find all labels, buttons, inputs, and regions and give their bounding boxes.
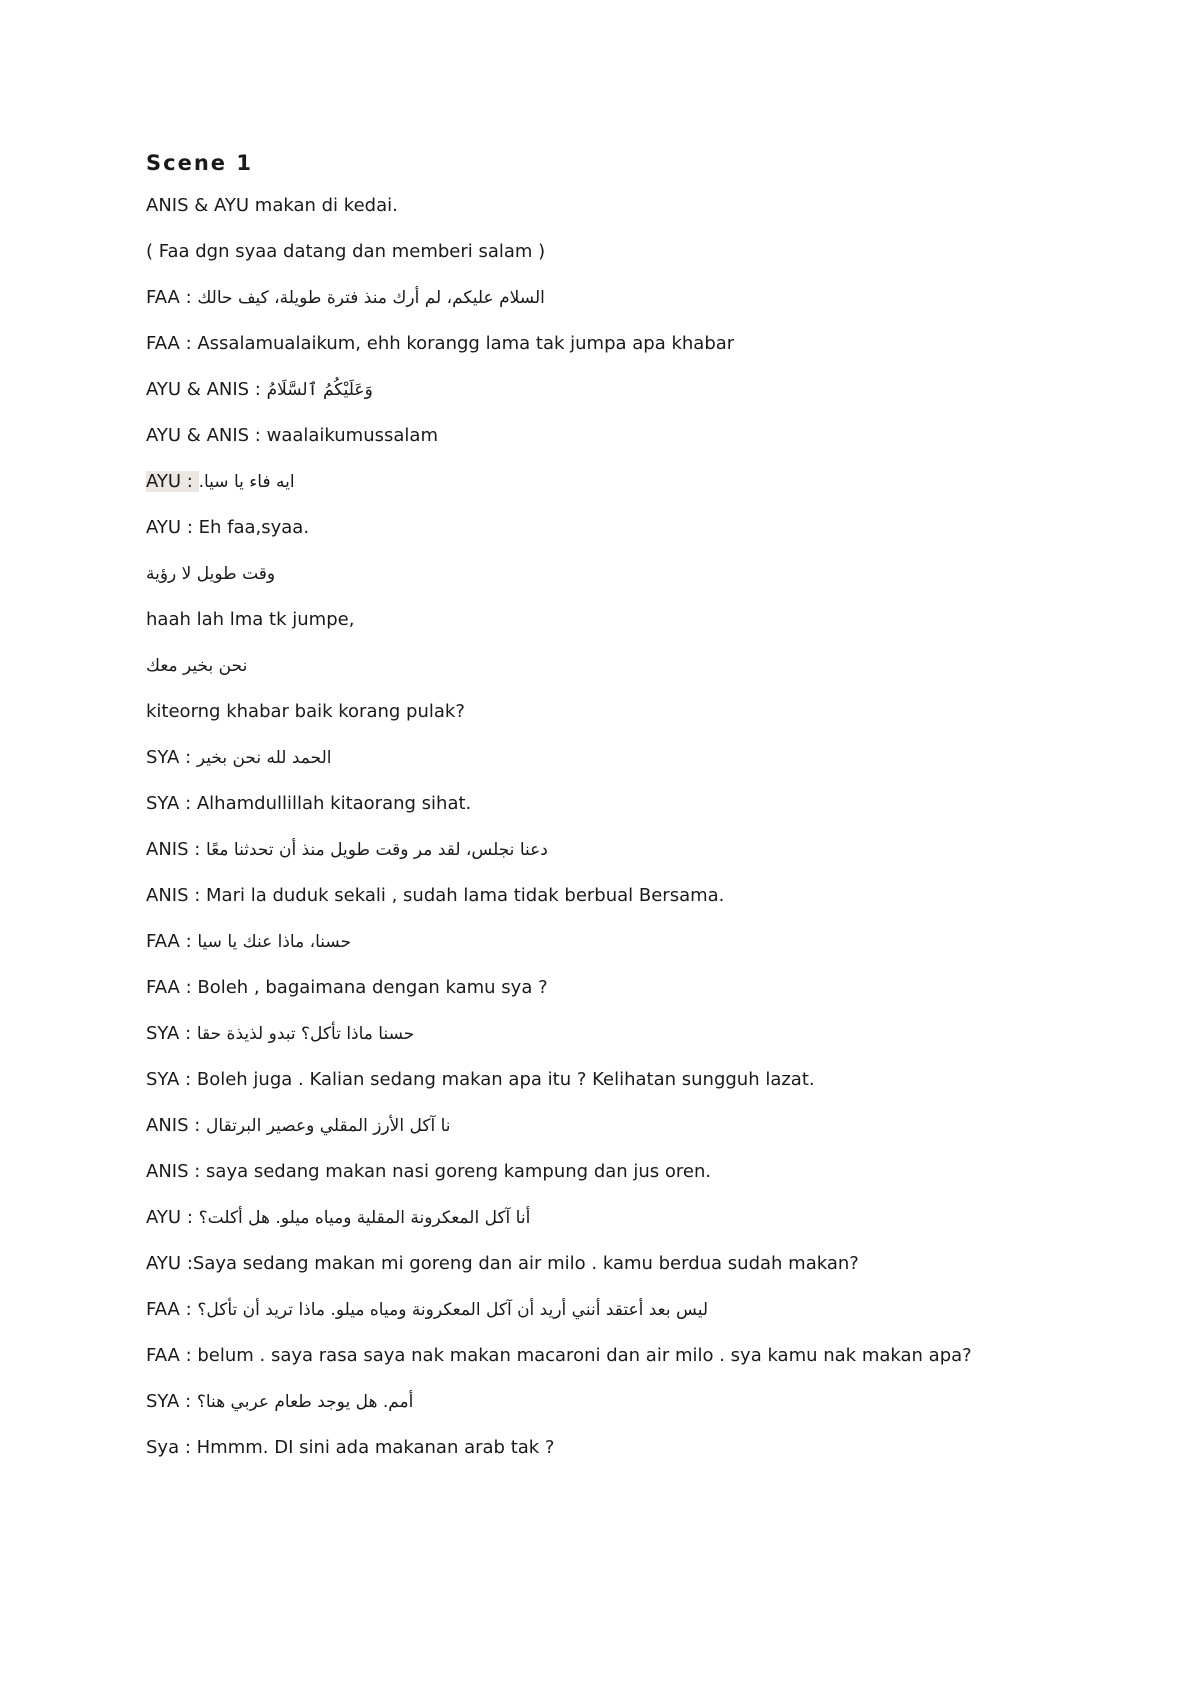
speaker-separator: : (181, 1207, 199, 1228)
speaker-name: SYA (146, 1023, 180, 1044)
dialogue-line (146, 330, 1146, 376)
speaker-name: SYA (146, 747, 180, 768)
malay-text: Boleh , bagaimana dengan kamu sya ? (197, 977, 548, 998)
malay-text: saya sedang makan nasi goreng kampung dan jus oren. (206, 1161, 712, 1182)
speaker-separator: : (179, 1299, 198, 1320)
malay-text: Mari la duduk sekali , sudah lama tidak berbual Bersama. (206, 885, 725, 906)
malay-text: kiteorng khabar baik korang pulak? (146, 701, 465, 722)
speaker-name: SYA (146, 1069, 180, 1090)
speaker-name: AYU (146, 1253, 182, 1274)
malay-text: haah lah lma tk jumpe, (146, 609, 355, 630)
speaker-separator: : (188, 885, 207, 906)
dialogue-line (146, 1434, 1146, 1480)
arabic-text: حسنا ماذا تأكل؟ تبدو لذيذة حقا (196, 1024, 415, 1044)
dialogue-line (146, 284, 1146, 330)
dialogue-line (146, 836, 1146, 882)
dialogue-line (146, 1158, 1146, 1204)
speaker-name: SYA (146, 793, 180, 814)
speaker-name: ANIS (146, 1161, 189, 1182)
speaker-separator: : (188, 1161, 207, 1182)
dialogue-line (146, 882, 1146, 928)
dialogue-line (146, 744, 1146, 790)
speaker-separator: : (179, 287, 198, 308)
document-page (146, 148, 1146, 1480)
speaker-name: AYU (146, 1207, 182, 1228)
dialogue-line (146, 928, 1146, 974)
speaker-separator: : (179, 793, 197, 814)
dialogue-list (146, 192, 1146, 1480)
dialogue-line (146, 1020, 1146, 1066)
arabic-text: ليس بعد أعتقد أنني أريد أن آكل المعكرونة ومياه ميلو. ماذا تريد أن تأكل؟ (197, 1300, 708, 1320)
speaker-separator: : (249, 425, 267, 446)
speaker-name: ANIS (146, 885, 189, 906)
dialogue-line (146, 1250, 1146, 1296)
scene-title: Scene 1 (146, 151, 253, 175)
dialogue-line (146, 1342, 1146, 1388)
malay-text: Alhamdullillah kitaorang sihat. (196, 793, 472, 814)
dialogue-line (146, 1112, 1146, 1158)
arabic-text: أنا آكل المعكرونة المقلية ومياه ميلو. هل أكلت؟ (198, 1208, 531, 1228)
dialogue-line (146, 1066, 1146, 1112)
dialogue-line (146, 376, 1146, 422)
dialogue-line (146, 652, 1146, 698)
speaker-name: FAA (146, 931, 180, 952)
malay-text: ( Faa dgn syaa datang dan memberi salam ) (146, 241, 546, 262)
dialogue-line (146, 698, 1146, 744)
malay-text: ANIS & AYU makan di kedai. (146, 195, 398, 216)
speaker-separator: : (179, 1391, 197, 1412)
malay-text: Hmmm. DI sini ada makanan arab tak ? (196, 1437, 555, 1458)
speaker-separator: : (179, 977, 198, 998)
speaker-name: AYU & ANIS (146, 379, 250, 400)
dialogue-line (146, 790, 1146, 836)
malay-text: belum . saya rasa saya nak makan macaroni dan air milo . sya kamu nak makan apa? (197, 1345, 972, 1366)
dialogue-line (146, 422, 1146, 468)
arabic-text: أمم. هل يوجد طعام عربي هنا؟ (196, 1392, 414, 1412)
arabic-text: ايه فاء يا سيا. (198, 472, 295, 492)
speaker-name: FAA (146, 1299, 180, 1320)
speaker-separator: : (249, 379, 267, 400)
dialogue-line (146, 238, 1146, 284)
dialogue-line (146, 468, 1146, 514)
arabic-text: وَعَلَيْكُمُ ٱلسَّلَامُ (266, 380, 373, 400)
speaker-separator: : (179, 333, 198, 354)
speaker-name: AYU : (146, 471, 199, 492)
malay-text: waalaikumussalam (266, 425, 438, 446)
dialogue-line (146, 560, 1146, 606)
speaker-separator: : (179, 1345, 198, 1366)
dialogue-line (146, 192, 1146, 238)
dialogue-line (146, 1388, 1146, 1434)
dialogue-line (146, 1296, 1146, 1342)
dialogue-line (146, 606, 1146, 652)
arabic-text: نا آكل الأرز المقلي وعصير البرتقال (206, 1116, 451, 1136)
speaker-name: ANIS (146, 1115, 189, 1136)
speaker-name: AYU (146, 517, 182, 538)
dialogue-line (146, 974, 1146, 1020)
speaker-separator: : (179, 1437, 197, 1458)
speaker-name: SYA (146, 1391, 180, 1412)
speaker-separator: : (181, 1253, 193, 1274)
speaker-name: FAA (146, 333, 180, 354)
speaker-separator: : (188, 1115, 207, 1136)
arabic-text: السلام عليكم، لم أرك منذ فترة طويلة، كيف حالك (197, 288, 545, 308)
malay-text: Saya sedang makan mi goreng dan air milo . kamu berdua sudah makan? (192, 1253, 859, 1274)
malay-text: Boleh juga . Kalian sedang makan apa itu ? Kelihatan sungguh lazat. (196, 1069, 815, 1090)
arabic-text: وقت طويل لا رؤية (146, 564, 276, 584)
speaker-separator: : (179, 1023, 197, 1044)
arabic-text: دعنا نجلس، لقد مر وقت طويل منذ أن تحدثنا معًا (206, 840, 548, 860)
malay-text: Eh faa,syaa. (198, 517, 310, 538)
arabic-text: نحن بخير معك (146, 656, 248, 676)
speaker-name: FAA (146, 287, 180, 308)
arabic-text: حسنا، ماذا عنك يا سيا (197, 932, 352, 952)
speaker-separator: : (179, 747, 197, 768)
arabic-text: الحمد لله نحن بخير (196, 748, 332, 768)
speaker-separator: : (181, 517, 199, 538)
speaker-name: ANIS (146, 839, 189, 860)
speaker-name: FAA (146, 1345, 180, 1366)
speaker-name: FAA (146, 977, 180, 998)
speaker-separator: : (188, 839, 207, 860)
malay-text: Assalamualaikum, ehh korangg lama tak jumpa apa khabar (197, 333, 735, 354)
speaker-separator: : (179, 931, 198, 952)
dialogue-line (146, 1204, 1146, 1250)
speaker-name: AYU & ANIS (146, 425, 250, 446)
speaker-separator: : (179, 1069, 197, 1090)
speaker-name: Sya (146, 1437, 180, 1458)
dialogue-line (146, 514, 1146, 560)
